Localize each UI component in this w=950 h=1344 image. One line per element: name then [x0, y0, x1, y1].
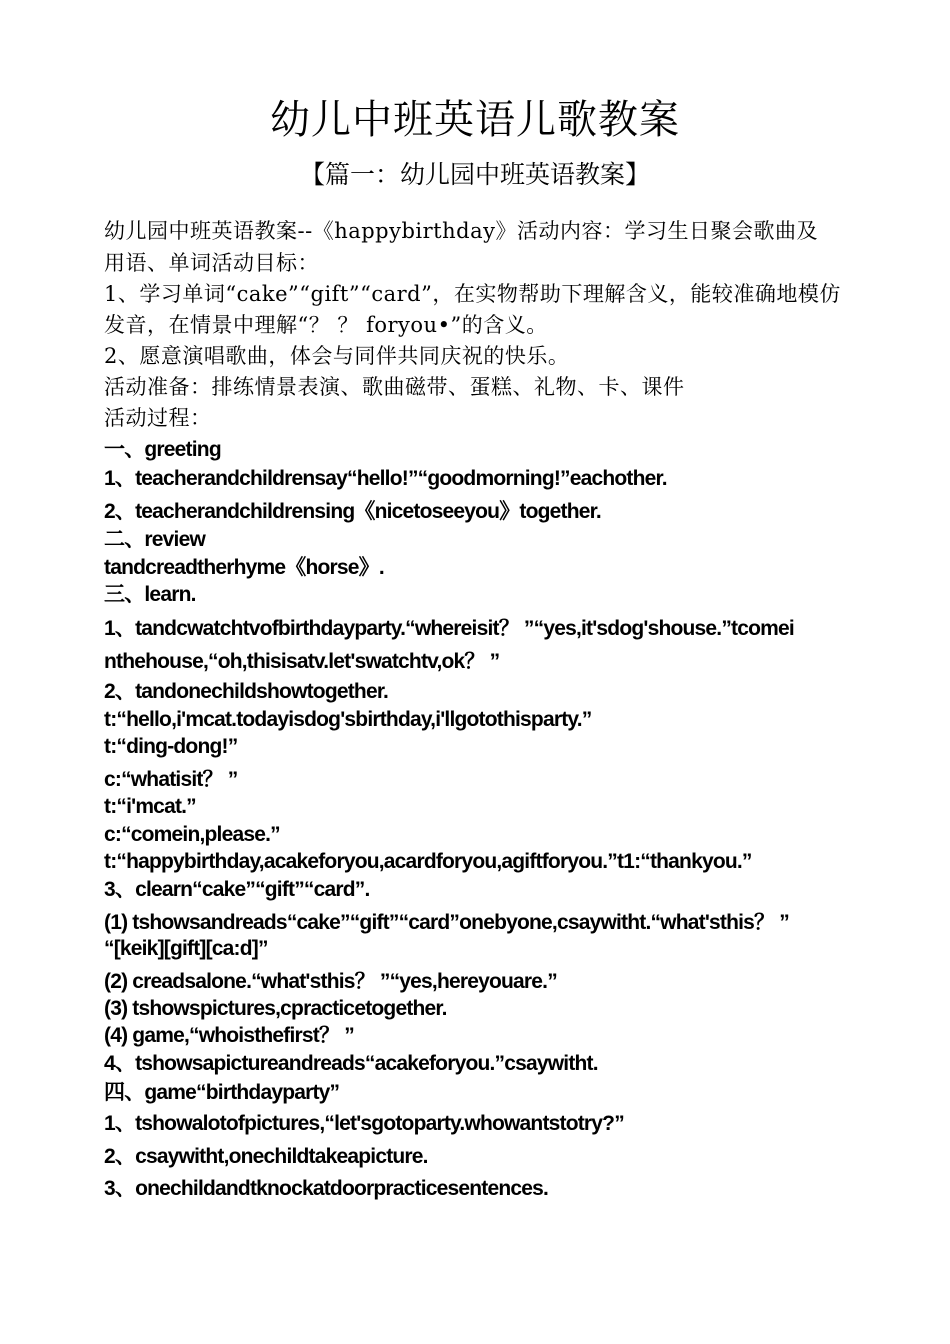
body-line: 2、teacherandchildrensing《nicetoseeyou》together.	[104, 500, 601, 523]
dialogue-line: t:“hello,i'mcat.todayisdog'sbirthday,i'llgotothisparty.”	[104, 708, 592, 731]
body-line: (3) tshowspictures,cpracticetogether.	[104, 997, 447, 1020]
dialogue-line: t:“ding-dong!”	[104, 735, 238, 758]
body-line: 3、onechildandtknockatdoorpracticesentences.	[104, 1177, 549, 1200]
body-line: 2、tandonechildshowtogether.	[104, 680, 389, 703]
body-line: 1、学习单词“cake”“gift”“card”，在实物帮助下理解含义，能较准确地模仿	[104, 282, 841, 306]
body-line: 2、愿意演唱歌曲，体会与同伴共同庆祝的快乐。	[104, 344, 570, 368]
body-line: 1、tshowalotofpictures,“let'sgotoparty.whowantstotry?”	[104, 1112, 624, 1135]
dialogue-line: t:“i'mcat.”	[104, 795, 196, 818]
dialogue-line: t:“happybirthday,acakeforyou,acardforyou,agiftforyou.”t1:“thankyou.”	[104, 850, 752, 873]
document-subtitle: 【篇一：幼儿园中班英语教案】	[299, 160, 650, 189]
document-title: 幼儿中班英语儿歌教案	[270, 97, 680, 143]
body-line: 2、csaywitht,onechildtakeapicture.	[104, 1145, 428, 1168]
section-heading: 三、learn.	[104, 583, 196, 606]
body-line: 发音，在情景中理解“？ ？ foryou•”的含义。	[104, 313, 548, 337]
body-line: “[keik][gift][ca:d]”	[104, 937, 268, 960]
dialogue-line: c:“whatisit？ ”	[104, 768, 238, 791]
body-line: (4) game,“whoisthefirst？ ”	[104, 1024, 354, 1047]
section-heading: 二、review	[104, 528, 205, 551]
body-line: 用语、单词活动目标：	[104, 251, 319, 275]
body-line: (2) creadsalone.“what'sthis？ ”“yes,hereyouare.”	[104, 970, 557, 993]
dialogue-line: c:“comein,please.”	[104, 823, 280, 846]
body-line: 幼儿园中班英语教案--《happybirthday》活动内容：学习生日聚会歌曲及	[104, 219, 818, 243]
section-heading: 四、game“birthdayparty”	[104, 1081, 340, 1104]
body-line: nthehouse,“oh,thisisatv.let'swatchtv,ok？ ”	[104, 650, 500, 673]
body-line: 3、clearn“cake”“gift”“card”.	[104, 878, 370, 901]
body-line: 活动过程：	[104, 406, 212, 430]
body-line: tandcreadtherhyme《horse》.	[104, 556, 384, 579]
body-line: 1、tandcwatchtvofbirthdayparty.“whereisit？ ”“yes,it'sdog'shouse.”tcomei	[104, 617, 794, 640]
body-line: 1、teacherandchildrensay“hello!”“goodmorning!”eachother.	[104, 467, 667, 490]
body-line: 4、tshowsapictureandreads“acakeforyou.”csaywitht.	[104, 1052, 598, 1075]
section-heading: 一、greeting	[104, 438, 221, 461]
body-line: (1) tshowsandreads“cake”“gift”“card”onebyone,csaywitht.“what'sthis？ ”	[104, 911, 789, 934]
body-line: 活动准备：排练情景表演、歌曲磁带、蛋糕、礼物、卡、课件	[104, 375, 685, 399]
